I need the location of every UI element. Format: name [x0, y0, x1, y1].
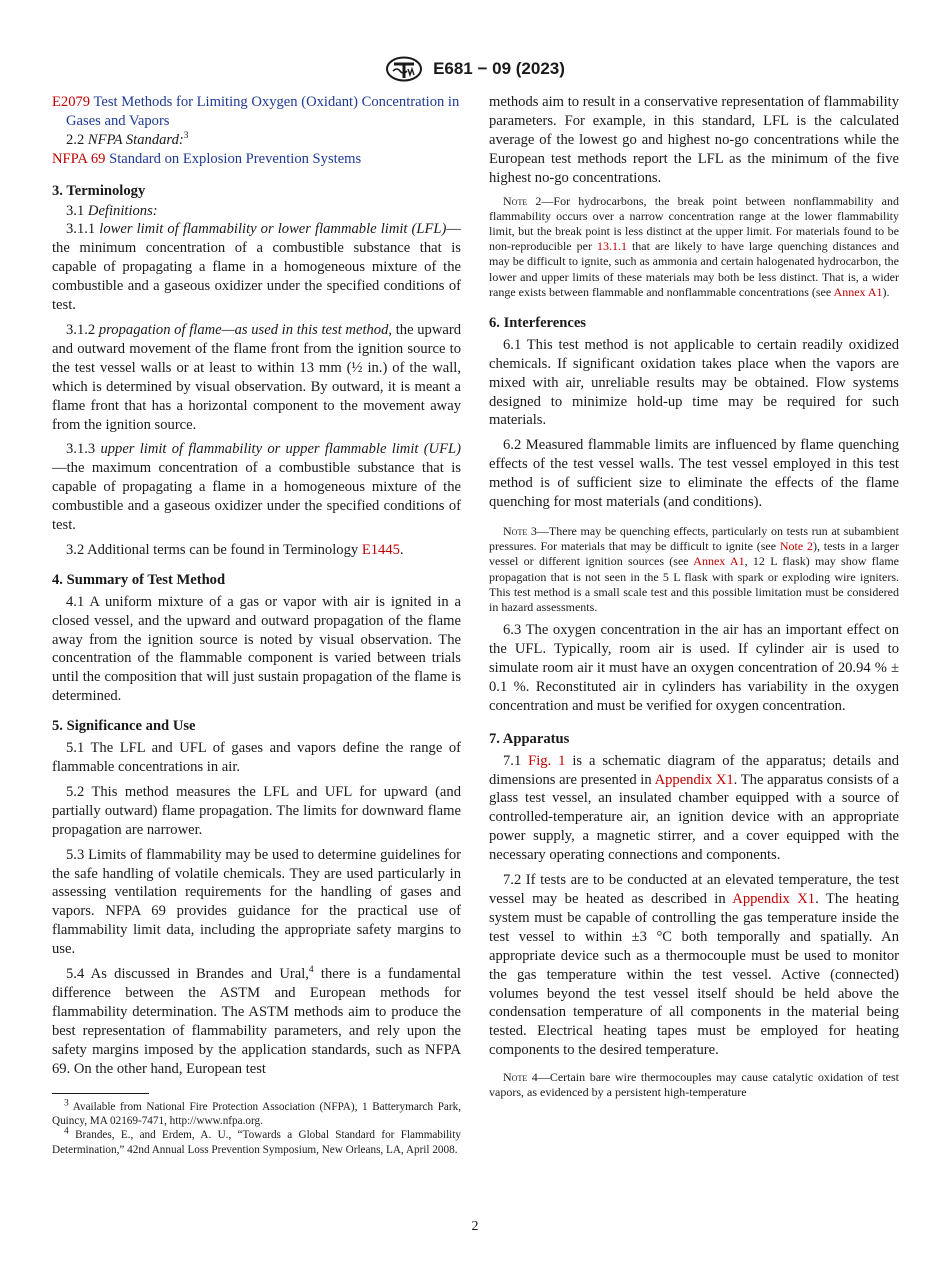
footnote-4: $^4$ Brandes, E., and Erdem, A. U., “Towards a Global Standard for Flammability Determination,” 42nd Annual Loss Prevention Symposium, New Orleans, LA, April 2008.	[52, 1126, 461, 1156]
link-note-2[interactable]: Note 2	[779, 539, 813, 554]
link-appendix-x1[interactable]: Appendix X1	[654, 771, 734, 788]
para-3-1-2: 3.1.2 propagation of flame—as used in this test method, the upward and outward movement of the flame front from the ignition source to the test vessel walls or at least to within 13 mm (½ in.) of the wall, which is determined by visual observation. By outward, it is meant a flame front that has a horizontal component to the movement away from the ignition source.	[52, 321, 461, 433]
para-6-2: 6.2 Measured flammable limits are influenced by flame quenching effects of the test vessel walls. The test vessel employed in this test method is of sufficient size to eliminate the effects of the flame quenching for most materials (and conditions).	[489, 437, 899, 511]
page-number: 2	[471, 1219, 479, 1234]
para-7-2: 7.2 If tests are to be conducted at an elevated temperature, the test vessel may be heated as described in Appendix X1. The heating system must be capable of controlling the gas temperature inside the test vessel to within ±3 °C both temporally and spatially. An appropriate device such as a thermocouple must be used to monitor the gas temperature within the test vessel. Active (connected) volumes beyond the test vessel itself should be held above the condensation temperature of all components in the material being tested. Electrical heating tapes must be employed for heating components to the desired temperature.	[489, 872, 899, 1059]
para-3-2: 3.2 Additional terms can be found in Terminology E1445.	[66, 541, 404, 558]
section-heading-4: 4. Summary of Test Method	[52, 571, 226, 588]
astm-logo-icon	[385, 56, 423, 82]
footnote-3: $^3$ Available from National Fire Protection Association (NFPA), 1 Batterymarch Park, Quincy, MA 02169-7471, http://www.nfpa.org.	[52, 1097, 461, 1127]
para-4-1: 4.1 A uniform mixture of a gas or vapor with air is ignited in a closed vessel, and the upward and outward propagation of the flame away from the ignition source is noted by visual observation. The concentration of the flammable component is varied between trials until the composition that will just sustain propagation of the flame is determined.	[52, 593, 461, 705]
para-5-3: 5.3 Limits of flammability may be used to determine guidelines for the safe handling of volatile chemicals. They are used particularly in assessing ventilation requirements for the handling of gases and vapors. NFPA 69 provides guidance for the practical use of flammability limit data, including the appropriate safety margins to use.	[52, 846, 461, 958]
reference-title[interactable]: Test Methods for Limiting Oxygen (Oxidant) Concentration in Gases and Vapors	[66, 94, 460, 129]
footnote-ref-4[interactable]: 4	[308, 965, 314, 976]
para-5-4-continued: methods aim to result in a conservative representation of flammability parameters. For example, in this standard, LFL is the calculated average of the lowest go and highest no-go concentrations while the European test methods report the LFL as the minimum of the five highest no-go concentrations.	[489, 94, 899, 186]
reference-code[interactable]: NFPA 69	[52, 150, 106, 167]
section-heading-7: 7. Apparatus	[489, 730, 570, 747]
para-6-3: 6.3 The oxygen concentration in the air has an important effect on the UFL. Typically, room air is used. If cylinder air is used to simulate room air it must have an oxygen concentration of 20.94 % ± 0.1 %. Reconstituted air in cylinders has variability in the oxygen concentration and must be verified for oxygen concentration.	[489, 622, 899, 714]
note-2: Note 2—For hydrocarbons, the break point between nonflammability and flammability occurs over a narrow concentration range at the lower flammability limit, but the break point is less distinct at the upper limit. For materials found to be non-reproducible per 13.1.1 that are likely to have large quenching distances and may be difficult to ignite, such as ammonia and certain halogenated hydrocarbon, the lower and upper limits of these materials may both be less distinct. That is, a wider range exists between flammable and nonflammable concentrations (see Annex A1).	[489, 193, 899, 299]
reference-e2079[interactable]	[52, 93, 461, 131]
reference-code[interactable]: E2079	[52, 94, 91, 110]
para-3-1: 3.1 Definitions:	[66, 202, 158, 219]
section-heading-5: 5. Significance and Use	[52, 718, 196, 735]
note-4: Note 4—Certain bare wire thermocouples may cause catalytic oxidation of test vapors, as evidenced by a persistent high-temperature	[489, 1070, 900, 1100]
link-13-1-1[interactable]: 13.1.1	[596, 239, 627, 254]
link-appendix-x1[interactable]: Appendix X1	[732, 891, 816, 908]
standard-designation: E681 − 09 (2023)	[433, 59, 565, 78]
reference-title[interactable]: Standard on Explosion Prevention Systems	[109, 150, 362, 167]
para-5-1: 5.1 The LFL and UFL of gases and vapors define the range of flammable concentrations in air.	[52, 740, 461, 775]
link-annex-a1[interactable]: Annex A1	[693, 554, 745, 569]
page-header	[0, 56, 950, 82]
left-column	[52, 93, 461, 1157]
link-annex-a1[interactable]: Annex A1	[833, 284, 883, 299]
para-7-1: 7.1 Fig. 1 is a schematic diagram of the apparatus; details and dimensions are presented in Appendix X1. The apparatus consists of a glass test vessel, an insulated chamber equipped with a source of controlled-temperature air, an ignition device with an appropriate power supply, a magnetic stirrer, and a cover equipped with the necessary operating connections and components.	[489, 752, 899, 864]
nfpa-standard-heading: 2.2 NFPA Standard:$^3$	[66, 130, 189, 148]
link-fig-1[interactable]: Fig. 1	[528, 752, 566, 769]
para-3-1-1: 3.1.1 lower limit of flammability or lower flammable limit (LFL)—the minimum concentration of a combustible substance that is capable of propagating a flame in a homogeneous mixture of the combustible and a gaseous oxidizer under the specified conditions of test.	[52, 221, 461, 314]
note-3: Note 3—There may be quenching effects, particularly on tests run at subambient pressures. For materials that may be difficult to ignite (see Note 2), tests in a larger vessel or different ignition sources (see Annex A1, 12 L flask) may show flame propagation that is not seen in the 5 L flask with spark or exploding wire igniters. This test method is a small scale test and this possible limitation must be considered in hazard assessments.	[489, 524, 899, 615]
para-3-1-3: 3.1.3 upper limit of flammability or upper flammable limit (UFL)—the maximum concentration of a combustible substance that is capable of propagating a flame in a homogeneous mixture of the combustible and a gaseous oxidizer under the specified conditions of test.	[52, 441, 461, 534]
footnote-divider	[52, 1093, 149, 1094]
para-5-2: 5.2 This method measures the LFL and UFL for upward (and partially outward) flame propagation. The limits for downward flame propagation are narrower.	[52, 783, 461, 838]
right-column	[489, 93, 899, 1107]
link-e1445[interactable]: E1445	[361, 541, 400, 558]
section-heading-6: 6. Interferences	[489, 314, 586, 331]
para-5-4: 5.4 As discussed in Brandes and Ural,$^4$ there is a fundamental difference between the ASTM and European methods for flammability determination. The ASTM methods aim to produce the best representation of flammability parameters, and rely upon the safety margins imposed by the application standards, such as NFPA 69. On the other hand, European test	[52, 965, 461, 1077]
reference-nfpa69[interactable]	[52, 150, 461, 169]
para-6-1: 6.1 This test method is not applicable to certain readily oxidized chemicals. If significant oxidation takes place when the vapors are mixed with air, unreliable results may be obtained. Flow systems designed to minimize hold-up time may be required for such materials.	[489, 336, 899, 429]
section-heading-3: 3. Terminology	[52, 182, 146, 199]
